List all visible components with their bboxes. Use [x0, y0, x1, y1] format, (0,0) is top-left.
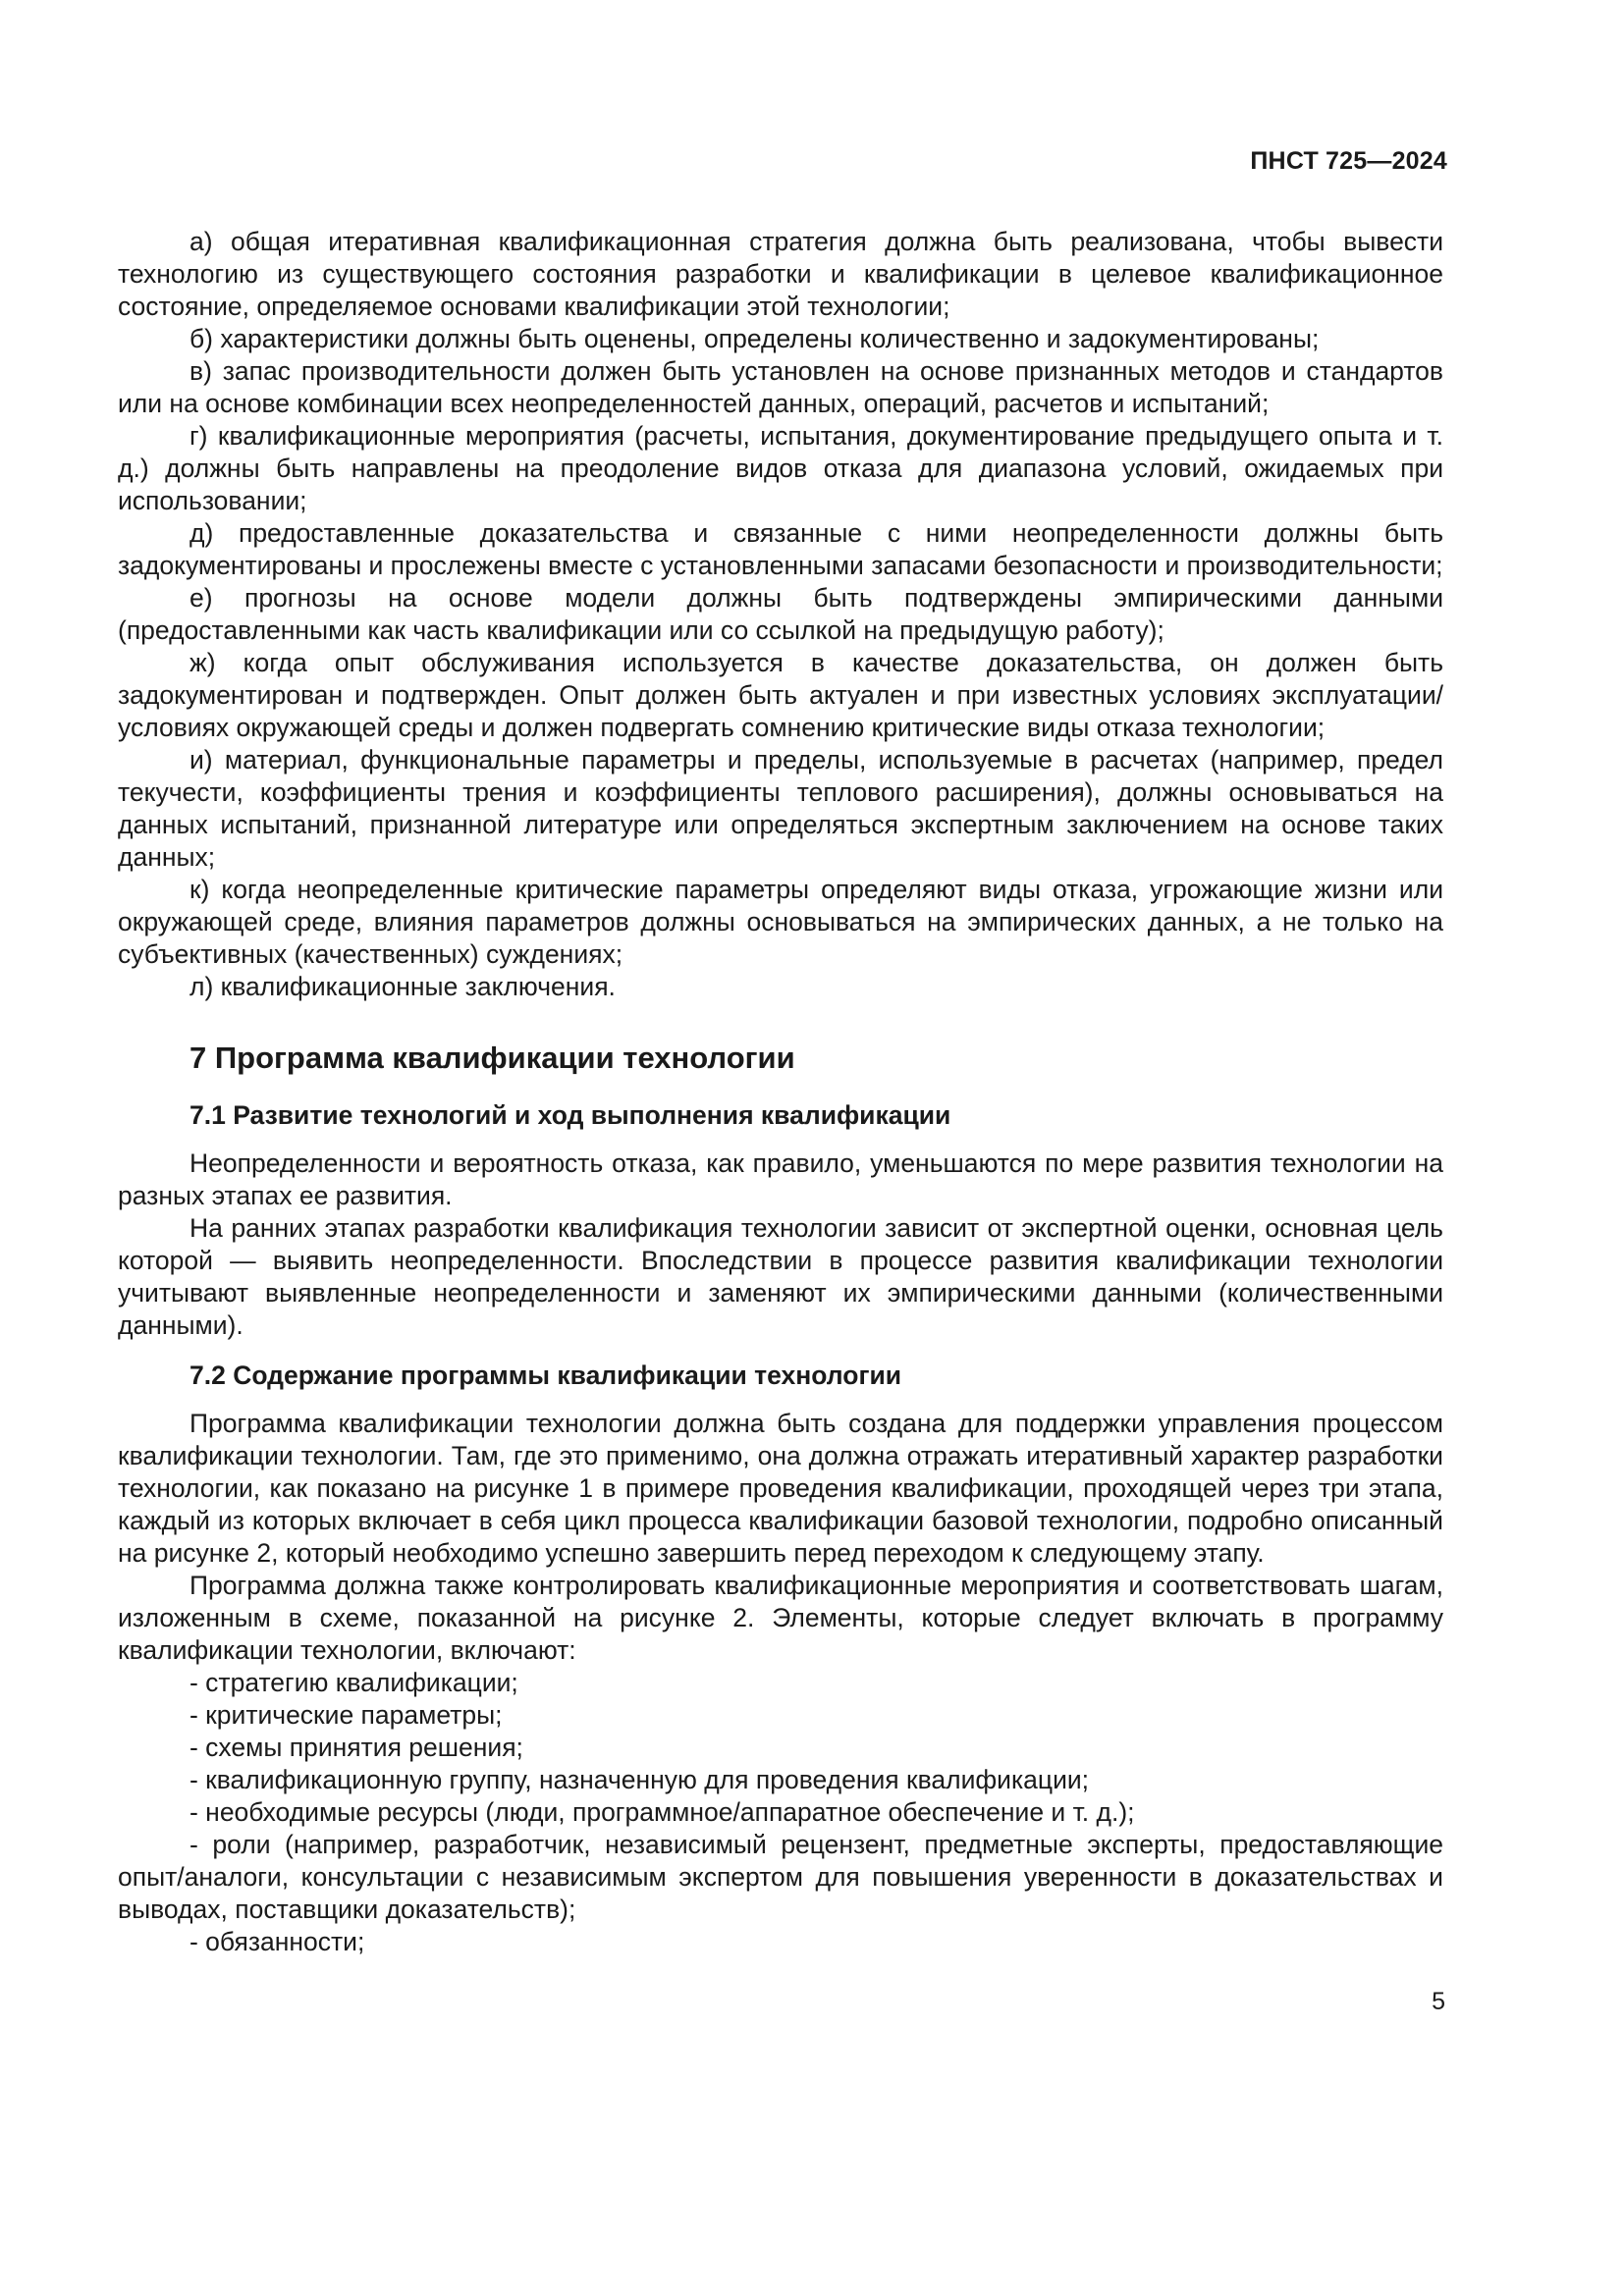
program-element-qualification-group: - квалификационную группу, назначенную для проведения квалификации; [189, 1765, 1090, 1794]
list-item-g: г) квалификационные мероприятия (расчеты, испытания, документирование предыдущего опыта и т. д.) должны быть направлены на преодоление видов отказа для диапазона условий, ожидаемых при использовании; [118, 421, 1443, 515]
list-item-k: к) когда неопределенные критические параметры определяют виды отказа, угрожающие жизни или окружающей среде, влияния параметров должны основываться на эмпирических данных, а не только на субъективных (качественных) суждениях; [118, 875, 1443, 969]
program-element-critical-parameters: - критические параметры; [189, 1700, 503, 1730]
list-item-v: в) запас производительности должен быть установлен на основе признанных методов и стандартов или на основе комбинации всех неопределенностей данных, операций, расчетов и испытаний; [118, 356, 1443, 418]
section-7-1-heading: 7.1 Развитие технологий и ход выполнения квалификации [189, 1100, 951, 1130]
list-item-zh: ж) когда опыт обслуживания используется в качестве доказательства, он должен быть задокументирован и подтвержден. Опыт должен быть актуален и при известных условиях эксплуатации/условиях окружающей среды и должен подвергать сомнению критические виды отказа технологии; [118, 648, 1443, 742]
program-element-decision-schemes: - схемы принятия решения; [189, 1733, 523, 1762]
section-7-2-paragraph-2: Программа должна также контролировать квалификационные мероприятия и соответствовать шагам, изложенным в схеме, показанной на рисунке 2. Элементы, которые следует включать в программу квалификации технологии, включают: [118, 1571, 1443, 1665]
section-7-2-heading: 7.2 Содержание программы квалификации технологии [189, 1361, 902, 1390]
section-7-1-paragraph-2: На ранних этапах разработки квалификация технологии зависит от экспертной оценки, основная цель которой — выявить неопределенности. Впоследствии в процессе развития квалификации технологии учитывают выявленные неопределенности и заменяют их эмпирическими данными (количественными данными). [118, 1213, 1443, 1340]
page-number: 5 [1432, 1988, 1445, 2015]
program-element-resources: - необходимые ресурсы (люди, программное/аппаратное обеспечение и т. д.); [189, 1797, 1135, 1827]
list-item-i: и) материал, функциональные параметры и пределы, используемые в расчетах (например, предел текучести, коэффициенты трения и коэффициенты теплового расширения), должны основываться на данных испытаний, признанной литературе или определяться экспертным заключением на основе таких данных; [118, 745, 1443, 872]
section-7-1-paragraph-1: Неопределенности и вероятность отказа, как правило, уменьшаются по мере развития технологии на разных этапах ее развития. [118, 1148, 1443, 1210]
section-7-2-paragraph-1: Программа квалификации технологии должна быть создана для поддержки управления процессом квалификации технологии. Там, где это применимо, она должна отражать итеративный характер разработки технологии, как показано на рисунке 1 в примере проведения квалификации, проходящей через три этапа, каждый из которых включает в себя цикл процесса квалификации базовой технологии, подробно описанный на рисунке 2, который необходимо успешно завершить перед переходом к следующему этапу. [118, 1409, 1443, 1568]
list-item-e: е) прогнозы на основе модели должны быть подтверждены эмпирическими данными (предоставленными как часть квалификации или со ссылкой на предыдущую работу); [118, 583, 1443, 645]
program-element-roles: - роли (например, разработчик, независимый рецензент, предметные эксперты, предоставляющие опыт/аналоги, консультации с независимым экспертом для повышения уверенности в доказательствах и выводах, поставщики доказательств); [118, 1830, 1443, 1924]
page-body [118, 226, 1443, 1958]
section-7-heading: 7 Программа квалификации технологии [189, 1041, 795, 1075]
list-item-l: л) квалификационные заключения. [189, 972, 616, 1001]
document-code: ПНСТ 725—2024 [1250, 147, 1447, 175]
list-item-d: д) предоставленные доказательства и связанные с ними неопределенности должны быть задокументированы и прослежены вместе с установленными запасами безопасности и производительности; [118, 518, 1443, 580]
list-item-b: б) характеристики должны быть оценены, определены количественно и задокументированы; [189, 324, 1320, 353]
program-element-strategy: - стратегию квалификации; [189, 1668, 518, 1697]
program-element-responsibilities: - обязанности; [189, 1927, 365, 1956]
list-item-a: а) общая итеративная квалификационная стратегия должна быть реализована, чтобы вывести технологию из существующего состояния разработки и квалификации в целевое квалификационное состояние, определяемое основами квалификации этой технологии; [118, 227, 1443, 321]
